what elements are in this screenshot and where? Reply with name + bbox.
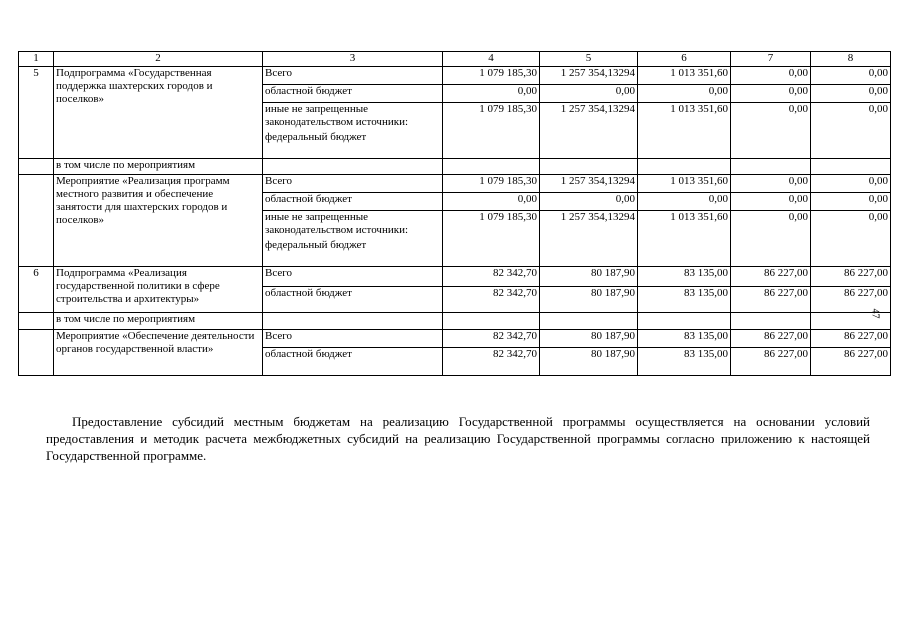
funding-source-sub: федеральный бюджет <box>265 131 367 143</box>
funding-source: Всего <box>263 330 443 348</box>
table-row <box>19 313 891 330</box>
value-cell: 1 013 351,60 <box>638 103 731 159</box>
value-cell: 0,00 <box>811 85 891 103</box>
value-cell: 1 013 351,60 <box>638 175 731 193</box>
header-cell: 2 <box>54 52 263 67</box>
funding-source: Всего <box>263 175 443 193</box>
funding-source-sub: федеральный бюджет <box>265 239 367 251</box>
value-cell: 1 257 354,13294 <box>540 103 638 159</box>
row-number: 6 <box>19 267 54 313</box>
funding-source: областной бюджет <box>263 85 443 103</box>
empty-cell <box>443 159 540 175</box>
including-label: в том числе по мероприятиям <box>54 159 263 175</box>
value-cell: 82 342,70 <box>443 348 540 376</box>
value-cell: 0,00 <box>811 211 891 267</box>
empty-cell <box>540 313 638 330</box>
value-cell: 0,00 <box>811 67 891 85</box>
empty-cell <box>540 159 638 175</box>
subprogram-name: Подпрограмма «Реализация государственной политики в сфере строительства и архитектуры» <box>54 267 263 313</box>
value-cell: 83 135,00 <box>638 287 731 313</box>
value-cell: 86 227,00 <box>731 330 811 348</box>
value-cell: 0,00 <box>638 193 731 211</box>
value-cell: 80 187,90 <box>540 330 638 348</box>
value-cell: 83 135,00 <box>638 267 731 287</box>
value-cell: 0,00 <box>731 193 811 211</box>
empty-cell <box>19 330 54 376</box>
row-number: 5 <box>19 67 54 159</box>
value-cell: 86 227,00 <box>811 348 891 376</box>
value-cell: 86 227,00 <box>731 348 811 376</box>
header-cell: 5 <box>540 52 638 67</box>
value-cell: 0,00 <box>540 193 638 211</box>
funding-source-label: иные не запрещенные законодательством источники: <box>265 103 409 128</box>
header-cell: 4 <box>443 52 540 67</box>
value-cell: 0,00 <box>731 211 811 267</box>
empty-cell <box>811 159 891 175</box>
including-label: в том числе по мероприятиям <box>54 313 263 330</box>
funding-source <box>263 103 443 159</box>
budget-table <box>18 51 891 376</box>
empty-cell <box>443 313 540 330</box>
value-cell: 1 013 351,60 <box>638 67 731 85</box>
value-cell: 86 227,00 <box>731 287 811 313</box>
value-cell: 86 227,00 <box>811 287 891 313</box>
value-cell: 1 257 354,13294 <box>540 67 638 85</box>
funding-source: областной бюджет <box>263 287 443 313</box>
value-cell: 80 187,90 <box>540 267 638 287</box>
measure-name: Мероприятие «Обеспечение деятельности органов государственной власти» <box>54 330 263 376</box>
empty-cell <box>638 159 731 175</box>
value-cell: 86 227,00 <box>811 267 891 287</box>
empty-cell <box>731 313 811 330</box>
value-cell: 80 187,90 <box>540 287 638 313</box>
value-cell: 1 013 351,60 <box>638 211 731 267</box>
subprogram-name: Подпрограмма «Государственная поддержка шахтерских городов и поселков» <box>54 67 263 159</box>
empty-cell <box>731 159 811 175</box>
value-cell: 1 257 354,13294 <box>540 211 638 267</box>
table-row <box>19 175 891 193</box>
body-paragraph: Предоставление субсидий местным бюджетам на реализацию Государственной программы осуществляется на основании условий предоставления и методик расчета межбюджетных субсидий на реализацию Государственной программы согласно приложению к настоящей Государственной программе. <box>46 414 870 463</box>
value-cell: 0,00 <box>443 193 540 211</box>
value-cell: 0,00 <box>443 85 540 103</box>
value-cell: 1 079 185,30 <box>443 211 540 267</box>
value-cell: 0,00 <box>731 85 811 103</box>
value-cell: 0,00 <box>731 67 811 85</box>
table-row <box>19 267 891 287</box>
funding-source: областной бюджет <box>263 348 443 376</box>
header-cell: 1 <box>19 52 54 67</box>
header-row <box>19 52 891 67</box>
header-cell: 3 <box>263 52 443 67</box>
funding-source-label: иные не запрещенные законодательством источники: <box>265 211 409 236</box>
funding-source: областной бюджет <box>263 193 443 211</box>
header-cell: 7 <box>731 52 811 67</box>
value-cell: 86 227,00 <box>811 330 891 348</box>
value-cell: 82 342,70 <box>443 330 540 348</box>
page-number: 47 <box>869 308 881 319</box>
measure-name: Мероприятие «Реализация программ местного развития и обеспечение занятости для шахтерских городов и поселков» <box>54 175 263 267</box>
value-cell: 86 227,00 <box>731 267 811 287</box>
value-cell: 0,00 <box>811 103 891 159</box>
value-cell: 0,00 <box>731 103 811 159</box>
value-cell: 0,00 <box>811 175 891 193</box>
table-row <box>19 330 891 348</box>
funding-source: Всего <box>263 267 443 287</box>
value-cell: 82 342,70 <box>443 267 540 287</box>
header-cell: 8 <box>811 52 891 67</box>
funding-source: Всего <box>263 67 443 85</box>
value-cell: 83 135,00 <box>638 348 731 376</box>
value-cell: 1 079 185,30 <box>443 67 540 85</box>
value-cell: 1 079 185,30 <box>443 103 540 159</box>
empty-cell <box>638 313 731 330</box>
table-row <box>19 159 891 175</box>
empty-cell <box>263 159 443 175</box>
value-cell: 0,00 <box>811 193 891 211</box>
value-cell: 80 187,90 <box>540 348 638 376</box>
value-cell: 83 135,00 <box>638 330 731 348</box>
table-row <box>19 67 891 85</box>
value-cell: 82 342,70 <box>443 287 540 313</box>
empty-cell <box>19 313 54 330</box>
value-cell: 1 257 354,13294 <box>540 175 638 193</box>
value-cell: 0,00 <box>540 85 638 103</box>
value-cell: 0,00 <box>731 175 811 193</box>
empty-cell <box>19 175 54 267</box>
funding-source <box>263 211 443 267</box>
value-cell: 1 079 185,30 <box>443 175 540 193</box>
empty-cell <box>263 313 443 330</box>
empty-cell <box>19 159 54 175</box>
value-cell: 0,00 <box>638 85 731 103</box>
header-cell: 6 <box>638 52 731 67</box>
